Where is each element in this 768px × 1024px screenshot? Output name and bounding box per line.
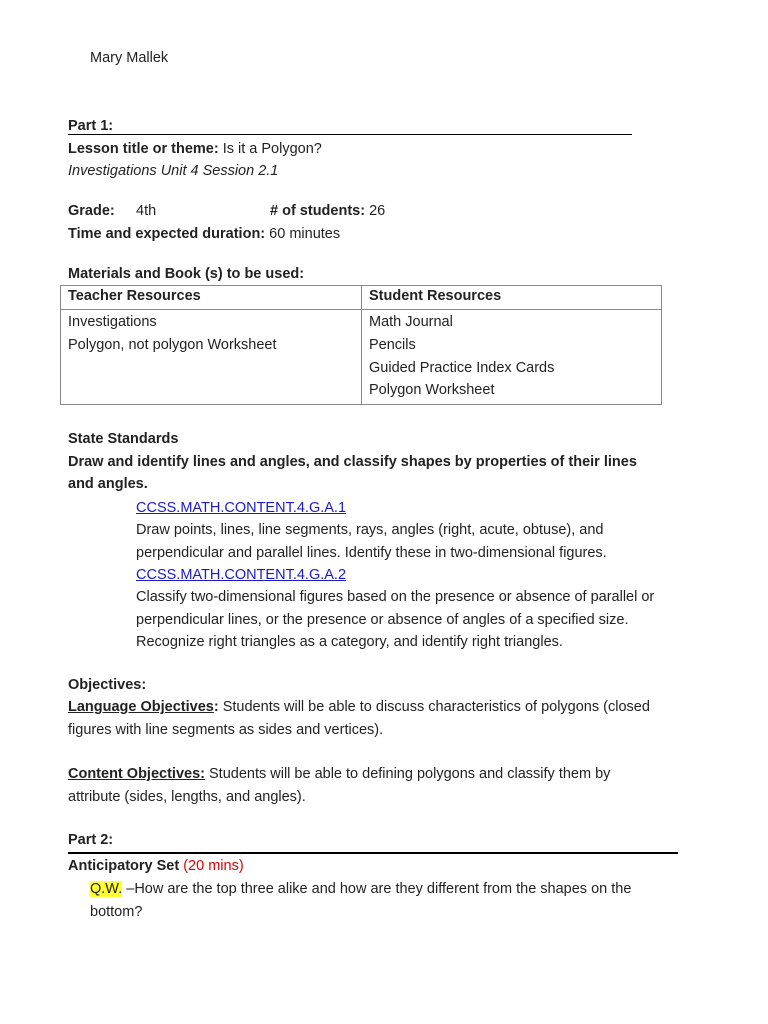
anticipatory-set: [68, 858, 244, 874]
standard-code-link[interactable]: CCSS.MATH.CONTENT.4.G.A.1: [136, 500, 347, 516]
part1-rule: [68, 134, 632, 135]
quick-write-line1: Q.W. –How are the top three alike and how are they different from the shapes on the: [90, 881, 632, 897]
students-count: [270, 203, 385, 219]
grade-label: Grade:: [68, 203, 115, 219]
teacher-resource-item: Polygon, not polygon Worksheet: [68, 336, 277, 353]
teacher-resource-item: Investigations: [68, 314, 157, 330]
student-resources-cell: [362, 310, 662, 405]
anticipatory-set-time: (20 mins): [183, 858, 244, 874]
student-resource-item: Polygon Worksheet: [369, 382, 495, 399]
time-duration: [68, 226, 340, 242]
lesson-title-label: Lesson title or theme:: [68, 141, 219, 157]
content-objectives-line2: attribute (sides, lengths, and angles).: [68, 789, 306, 805]
materials-heading: Materials and Book (s) to be used:: [68, 266, 305, 282]
lesson-title: [68, 141, 322, 157]
standards-heading: State Standards: [68, 431, 179, 447]
language-objectives-label: Language Objectives: [68, 699, 214, 715]
lesson-title-value: Is it a Polygon?: [222, 141, 322, 157]
part2-rule: [68, 852, 678, 854]
students-value: 26: [369, 203, 386, 219]
standard-description-line: Classify two-dimensional figures based on the presence or absence of parallel or: [136, 589, 655, 606]
standard-item: [136, 564, 696, 653]
time-value: 60 minutes: [269, 226, 341, 242]
teacher-resources-cell: [61, 310, 362, 405]
standards-cluster-line2: and angles.: [68, 476, 148, 492]
time-label: Time and expected duration:: [68, 226, 266, 242]
part2-heading: Part 2:: [68, 832, 114, 848]
quick-write-label: Q.W.: [90, 881, 123, 897]
materials-body-row: [61, 310, 662, 405]
standard-description-line: perpendicular and parallel lines. Identify these in two-dimensional figures.: [136, 544, 607, 561]
content-objectives-label: Content Objectives:: [68, 766, 205, 782]
standard-description-line: Draw points, lines, line segments, rays, angles (right, acute, obtuse), and: [136, 522, 604, 539]
author-name: Mary Mallek: [90, 50, 169, 66]
part1-heading: Part 1:: [68, 118, 114, 134]
standards-cluster-line1: Draw and identify lines and angles, and classify shapes by properties of their lines: [68, 454, 637, 470]
students-label: # of students:: [270, 203, 366, 219]
language-objectives-line2: figures with line segments as sides and vertices).: [68, 722, 384, 738]
student-resource-item: Pencils: [369, 336, 416, 353]
standard-item: [136, 497, 696, 564]
student-resource-item: Guided Practice Index Cards: [369, 359, 555, 376]
teacher-resources-header: Teacher Resources: [61, 286, 362, 310]
grade-value: 4th: [136, 203, 157, 219]
objectives-heading: Objectives:: [68, 677, 147, 693]
student-resources-header: Student Resources: [362, 286, 662, 310]
student-resource-item: Math Journal: [369, 314, 453, 330]
standard-description-line: perpendicular lines, or the presence or absence of angles of a specified size.: [136, 611, 629, 628]
anticipatory-set-label: Anticipatory Set: [68, 858, 180, 874]
standard-code-link[interactable]: CCSS.MATH.CONTENT.4.G.A.2: [136, 567, 347, 583]
session-reference: Investigations Unit 4 Session 2.1: [68, 163, 279, 179]
standard-description-line: Recognize right triangles as a category, and identify right triangles.: [136, 633, 563, 650]
content-objectives-line1: Content Objectives: Students will be able to defining polygons and classify them by: [68, 766, 611, 782]
language-objectives-line1: Language Objectives: Students will be able to discuss characteristics of polygons (closed: [68, 699, 650, 715]
materials-header-row: [61, 286, 662, 310]
materials-table: [60, 285, 662, 405]
quick-write-line2: bottom?: [90, 904, 143, 920]
